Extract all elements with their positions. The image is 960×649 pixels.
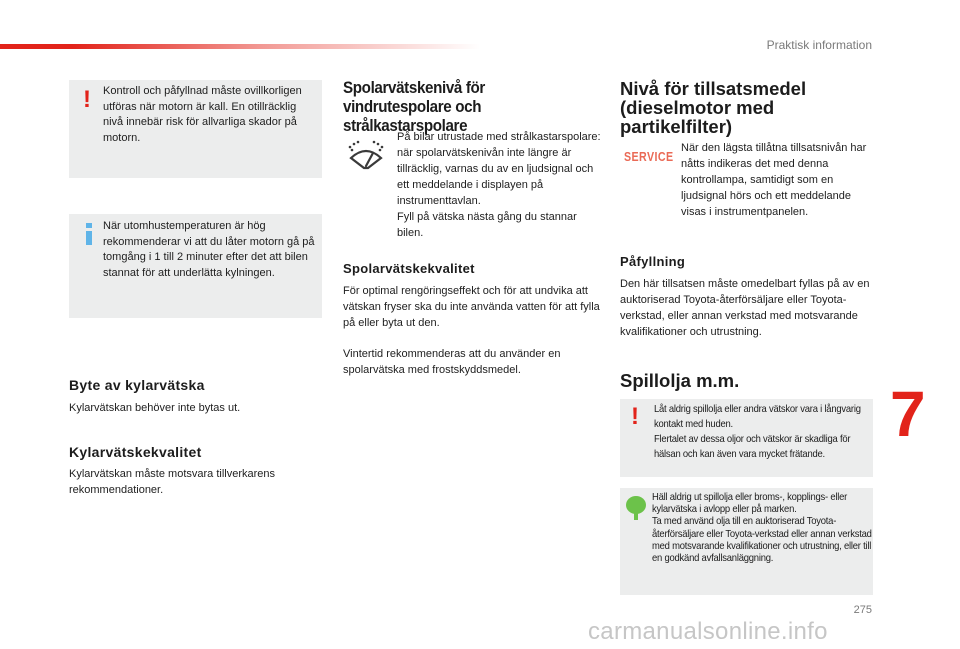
- washer-quality-text: För optimal rengöringseffekt och för att undvika att vätskan fryser ska du inte använda vatten för att fylla på eller byta ut den.: [343, 285, 600, 329]
- warning-exclamation-icon: !: [83, 86, 91, 113]
- washer-icon-text: På bilar utrustade med strålkastarspolare: när spolarvätskenivån inte längre är tillräcklig, varnas du av en ljudsignal och ett meddelande i displayen på instrumenttavlan. Fyll på vätska nästa gång du stannar bilen.: [397, 131, 601, 239]
- eco-box: [620, 488, 873, 595]
- washer-winter-text: Vintertid rekommenderas att du använder en spolarvätska med frostskyddsmedel.: [343, 348, 561, 376]
- section-title: Praktisk information: [766, 38, 872, 52]
- coolant-quality-heading: Kylarvätskekvalitet: [69, 444, 202, 460]
- info-text: När utomhustemperaturen är hög rekommenderar vi att du låter motorn gå på tomgång i 1 till 2 minuter efter det att bilen stannat för att underlätta kylningen.: [103, 220, 315, 279]
- warning-box: [69, 80, 322, 178]
- header-accent-bar: [0, 44, 480, 49]
- warning-text: Kontroll och påfyllnad måste ovillkorligen utföras när motorn är kall. En otillräcklig nivå innebär risk för allvarliga skador på motorn.: [103, 85, 302, 144]
- service-text: När den lägsta tillåtna tillsatsnivån har nåtts indikeras det med denna kontrollampa, samtidigt som en ljudsignal hörs och ett meddelande visas i instrumentpanelen.: [681, 142, 867, 218]
- washer-quality-heading: Spolarvätskekvalitet: [343, 261, 475, 276]
- refill-text: Den här tillsatsen måste omedelbart fyllas på av en auktoriserad Toyota-återförsäljare eller Toyota-verkstad, eller annan verkstad med motsvarande kvalifikationer och utrustning.: [620, 278, 870, 338]
- service-warning-icon: SERVICE: [624, 149, 674, 164]
- coolant-change-heading: Byte av kylarvätska: [69, 377, 205, 393]
- info-icon: [86, 223, 92, 245]
- watermark: carmanualsonline.info: [588, 618, 828, 645]
- warning-exclamation-icon: !: [631, 403, 639, 430]
- oil-warning-box: [620, 399, 873, 477]
- coolant-change-text: Kylarvätskan behöver inte bytas ut.: [69, 402, 241, 414]
- refill-heading: Påfyllning: [620, 254, 686, 269]
- additive-level-heading: Nivå för tillsatsmedel (dieselmotor med partikelfilter): [620, 78, 807, 137]
- tree-eco-icon: [625, 495, 647, 521]
- page-number: 275: [853, 604, 872, 616]
- coolant-quality-text: Kylarvätskan måste motsvara tillverkarens rekommendationer.: [69, 468, 276, 496]
- eco-text: Häll aldrig ut spillolja eller broms-, kopplings- eller kylarvätska i avlopp eller på marken. Ta med använd olja till en auktoriserad Toyota-återförsäljare eller Toyota-verkstad eller annan verkstad med motsvarande kvalifikationer och utrustning, eller till en godkänd avfallsanläggning.: [652, 491, 872, 565]
- waste-oil-heading: Spillolja m.m.: [620, 370, 740, 391]
- chapter-number: 7: [890, 378, 926, 450]
- info-box: [69, 214, 322, 318]
- washer-fluid-icon: [346, 138, 386, 174]
- washer-level-heading: Spolarvätskenivå för vindrutespolare och strålkastarspolare: [343, 79, 485, 135]
- oil-warning-text: Låt aldrig spillolja eller andra vätskor vara i långvarig kontakt med huden. Flertalet av dessa oljor och vätskor är skadliga för hälsan och kan även vara mycket frätande.: [654, 403, 861, 460]
